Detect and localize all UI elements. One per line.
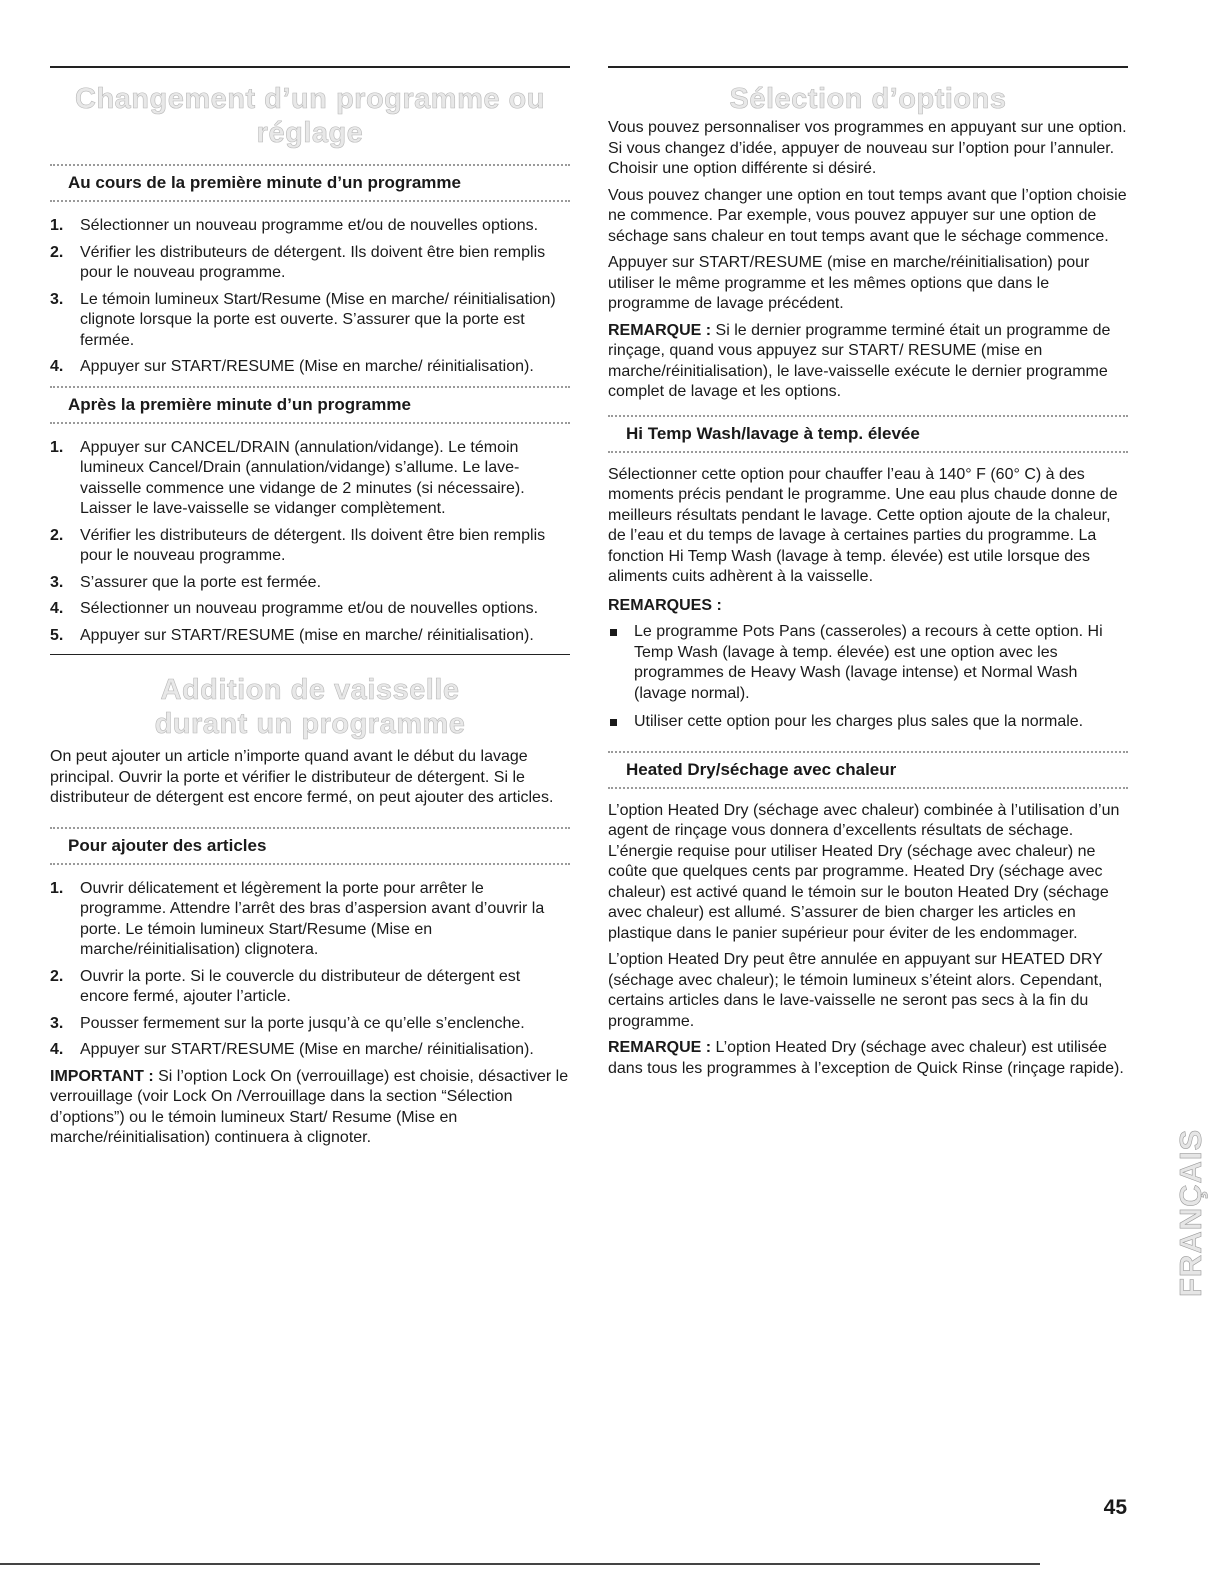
subheading-heated-dry: Heated Dry/séchage avec chaleur	[626, 759, 897, 779]
subsection-first-minute	[50, 164, 570, 202]
first-minute-list	[50, 216, 570, 378]
list-item: 4. Appuyer sur START/RESUME (Mise en marche/ réinitialisation).	[50, 1041, 534, 1058]
list-item: 1. Ouvrir délicatement et légèrement la porte pour arrêter le programme. Attendre l’arrêt des bras d’aspersion avant d’ouvrir la porte. Le témoin lumineux Start/Resume (Mise en marche/réinitialisation) clignotera.	[50, 879, 545, 958]
important-note: IMPORTANT : Si l’option Lock On (verrouillage) est choisie, désactiver le verrouillage (voir Lock On /Verrouillage dans la section “Sélection d’options”) ou le témoin lumineux Start/ Resume (Mise en marche/réinitialisation) continuera à clignoter.	[50, 1067, 569, 1146]
list-item: 2. Vérifier les distributeurs de détergent. Ils doivent être bien remplis pour le nouveau programme.	[50, 243, 546, 281]
dotted-divider	[50, 827, 570, 829]
remarque-note: REMARQUE : Si le dernier programme terminé était un programme de rinçage, quand vous appuyez sur START/ RESUME (mise en marche/réinitialisation), le lave-vaisselle exécute le dernier programme complet de lavage et les options.	[608, 321, 1111, 400]
remarques-list	[608, 622, 1128, 733]
list-item: 4. Sélectionner un nouveau programme et/ou de nouvelles options.	[50, 600, 539, 617]
section-title-changement: Changement d’un programme ou réglage	[75, 83, 545, 149]
section-title-addition: Addition de vaisselle durant un programme	[154, 674, 466, 740]
dotted-divider	[50, 164, 570, 166]
subheading-first-minute: Au cours de la première minute d’un programme	[68, 173, 461, 192]
addition-paragraph: On peut ajouter un article n’importe quand avant le début du lavage principal. Ouvrir la porte et vérifier le distributeur de détergent. Si le distributeur de détergent est encore fermé, on peut ajouter des articles.	[50, 748, 554, 806]
subheading-add-items: Pour ajouter des articles	[68, 835, 267, 855]
section-rule	[50, 66, 570, 68]
bottom-rule	[0, 1563, 1040, 1565]
language-side-tab: FRANÇAIS	[1173, 1128, 1208, 1298]
right-column	[608, 66, 1128, 1085]
section-title-options: Sélection d’options	[729, 83, 1007, 115]
list-item: 3. Pousser fermement sur la porte jusqu’à ce qu’elle s’enclenche.	[50, 1014, 525, 1032]
dotted-divider	[608, 751, 1128, 753]
heated-dry-paragraph-1: L’option Heated Dry (séchage avec chaleur) combinée à l’utilisation d’un agent de rinçage vous donnera d’excellents résultats de séchage. L’énergie requise pour utiliser Heated Dry (séchage avec chaleur) ne coûte que quelques cents par programme. Heated Dry (séchage avec chaleur) est activé quand le témoin sur le bouton Heated Dry (séchage avec chaleur) est allumé. S’assurer de bien charger les articles en plastique dans le panier supérieur pour éviter de les endommager.	[608, 801, 1120, 942]
heated-dry-paragraph-2: L’option Heated Dry peut être annulée en appuyant sur HEATED DRY (séchage avec chaleur); le témoin lumineux s’éteint alors. Cependant, certains articles dans le lave-vaisselle ne seront pas secs à la fin du programme.	[608, 951, 1103, 1030]
dotted-divider	[50, 386, 570, 388]
subsection-heated-dry	[608, 751, 1128, 789]
subsection-after-minute	[50, 386, 570, 424]
bullet-square-icon	[610, 629, 617, 636]
list-item: Le programme Pots Pans (casseroles) a recours à cette option. Hi Temp Wash (lavage à temp. élevée) est une option avec les programmes de Heavy Wash (lavage intense) et Normal Wash (lavage normal).	[608, 622, 1128, 704]
options-paragraph-1: Vous pouvez personnaliser vos programmes en appuyant sur une option. Si vous changez d’idée, appuyer de nouveau sur l’option pour l’annuler. Choisir une option différente si désiré.	[608, 119, 1127, 177]
after-minute-list	[50, 438, 570, 647]
subsection-hi-temp	[608, 415, 1128, 453]
dotted-divider	[50, 200, 570, 202]
list-item: 5. Appuyer sur START/RESUME (mise en marche/ réinitialisation).	[50, 626, 534, 644]
options-paragraph-3: Appuyer sur START/RESUME (mise en marche/réinitialisation) pour utiliser le même programme et les mêmes options que dans le programme de lavage précédent.	[608, 254, 1090, 312]
page-number: 45	[1103, 1496, 1127, 1519]
section-rule	[50, 654, 570, 655]
list-item: Utiliser cette option pour les charges plus sales que la normale.	[608, 712, 1128, 733]
section-rule	[608, 66, 1128, 68]
subheading-after-minute: Après la première minute d’un programme	[68, 394, 411, 414]
list-item: 1. Appuyer sur CANCEL/DRAIN (annulation/vidange). Le témoin lumineux Cancel/Drain (annulation/vidange) s’allume. Le lave-vaisselle commence une vidange de 2 minutes (si nécessaire). Laisser le lave-vaisselle se vidanger complètement.	[50, 438, 525, 517]
subsection-add-items	[50, 827, 570, 865]
list-item: 3. S’assurer que la porte est fermée.	[50, 573, 322, 591]
dotted-divider	[608, 787, 1128, 789]
add-items-list	[50, 879, 570, 1061]
dotted-divider	[608, 451, 1128, 453]
bullet-square-icon	[610, 719, 617, 726]
list-item: 2. Vérifier les distributeurs de détergent. Ils doivent être bien remplis pour le nouveau programme.	[50, 526, 546, 564]
list-item: 3. Le témoin lumineux Start/Resume (Mise en marche/ réinitialisation) clignote lorsque la porte est ouverte. S’assurer que la porte est fermée.	[50, 290, 556, 349]
dotted-divider	[608, 415, 1128, 417]
subheading-hi-temp: Hi Temp Wash/lavage à temp. élevée	[626, 423, 920, 443]
list-item: 4. Appuyer sur START/RESUME (Mise en marche/ réinitialisation).	[50, 358, 534, 375]
dotted-divider	[50, 863, 570, 865]
hi-temp-paragraph: Sélectionner cette option pour chauffer l’eau à 140° F (60° C) à des moments précis pendant le programme. Une eau plus chaude donne de meilleurs résultats pendant le lavage. Cette option ajoute de la chaleur, de l’eau et du temps de lavage à certaines parties du programme. La fonction Hi Temp Wash (lavage à temp. élevée) est utile lorsque des aliments cuits adhèrent à la vaisselle.	[608, 465, 1118, 585]
dotted-divider	[50, 422, 570, 424]
remarque-note-2: REMARQUE : L’option Heated Dry (séchage avec chaleur) est utilisée dans tous les programmes à l’exception de Quick Rinse (rinçage rapide).	[608, 1039, 1124, 1077]
list-item: 1. Sélectionner un nouveau programme et/ou de nouvelles options.	[50, 217, 539, 234]
options-paragraph-2: Vous pouvez changer une option en tout temps avant que l’option choisie ne commence. Par exemple, vous pouvez appuyer sur une option de séchage sans chaleur en tout temps avant que le séchage commence.	[608, 186, 1127, 245]
list-item: 2. Ouvrir la porte. Si le couvercle du distributeur de détergent est encore fermé, ajouter l’article.	[50, 967, 521, 1005]
remarques-label: REMARQUES :	[608, 596, 722, 614]
left-column	[50, 66, 570, 1155]
